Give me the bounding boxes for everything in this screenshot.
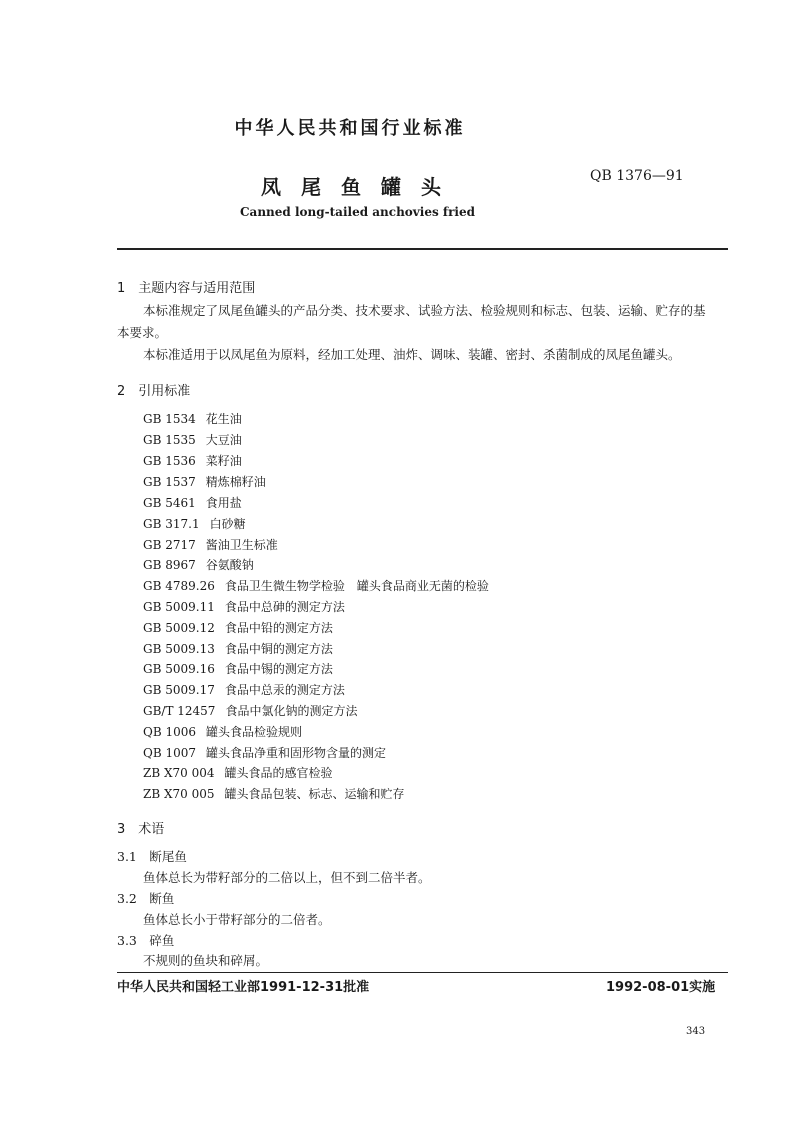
- reference-code: ZB X70 005: [143, 787, 215, 801]
- reference-name: 食用盐: [205, 496, 242, 510]
- section-1-para1-line2: 本要求。: [117, 325, 168, 340]
- reference-code: GB 8967: [143, 558, 196, 572]
- effective-date: 1992-08-01实施: [606, 980, 716, 995]
- reference-item: [143, 410, 242, 427]
- reference-code: GB/T 12457: [143, 704, 216, 718]
- footer-divider: [117, 972, 728, 973]
- reference-code: GB 5009.13: [143, 642, 215, 656]
- reference-name: 罐头食品的感官检验: [224, 766, 333, 780]
- term-definition: 不规则的鱼块和碎屑。: [143, 953, 269, 968]
- term-name: 断鱼: [149, 891, 175, 906]
- reference-code: GB 5009.11: [143, 600, 215, 614]
- reference-name: 花生油: [205, 412, 242, 426]
- reference-code: GB 1537: [143, 475, 196, 489]
- reference-code: GB 317.1: [143, 517, 200, 531]
- header-divider: [117, 248, 728, 250]
- reference-item: [143, 785, 405, 802]
- standard-number: QB 1376—91: [590, 168, 684, 184]
- term-heading: [117, 846, 187, 868]
- national-standard-title: 中华人民共和国行业标准: [234, 118, 466, 139]
- reference-item: [143, 473, 266, 490]
- english-title: Canned long-tailed anchovies fried: [240, 205, 475, 219]
- term-number: 3.1: [117, 849, 137, 864]
- reference-item: [143, 660, 333, 677]
- reference-code: GB 4789.26: [143, 579, 215, 593]
- section-1-para1-line1: 本标准规定了凤尾鱼罐头的产品分类、技术要求、试验方法、检验规则和标志、包装、运输、贮存的基: [143, 303, 706, 318]
- reference-name: 食品中总汞的测定方法: [224, 683, 345, 697]
- reference-code: GB 5009.12: [143, 621, 215, 635]
- reference-item: [143, 494, 242, 511]
- term-name: 碎鱼: [149, 933, 175, 948]
- section-2-heading: 2 引用标准: [117, 384, 191, 399]
- section-1-para2: 本标准适用于以凤尾鱼为原料，经加工处理、油炸、调味、装罐、密封、杀菌制成的凤尾鱼罐头。: [143, 347, 681, 362]
- reference-name: 酱油卫生标准: [205, 538, 278, 552]
- reference-item: [143, 431, 242, 448]
- reference-name: 罐头食品净重和固形物含量的测定: [206, 746, 387, 760]
- reference-name: 食品中总砷的测定方法: [224, 600, 345, 614]
- term-definition: 鱼体总长小于带籽部分的二倍者。: [143, 912, 331, 927]
- approval-issuer: 中华人民共和国轻工业部1991-12-31批准: [117, 980, 370, 995]
- section-3-heading: 3 术语: [117, 822, 165, 837]
- reference-item: [143, 702, 357, 719]
- reference-item: [143, 640, 333, 657]
- reference-code: QB 1006: [143, 725, 197, 739]
- reference-name: 食品中铅的测定方法: [224, 621, 333, 635]
- reference-name: 白砂糖: [209, 517, 246, 531]
- reference-item: [143, 536, 278, 553]
- reference-name: 谷氨酸钠: [205, 558, 254, 572]
- document-title: 凤尾鱼罐头: [261, 175, 461, 199]
- reference-item: [143, 619, 333, 636]
- term-heading: [117, 930, 174, 952]
- reference-code: GB 5461: [143, 496, 196, 510]
- reference-code: GB 1534: [143, 412, 196, 426]
- reference-name: 罐头食品检验规则: [206, 725, 303, 739]
- reference-code: GB 1536: [143, 454, 196, 468]
- page-number: 343: [686, 1026, 706, 1037]
- reference-item: [143, 515, 246, 532]
- term-number: 3.3: [117, 933, 137, 948]
- reference-code: GB 5009.16: [143, 662, 215, 676]
- term-heading: [117, 888, 174, 910]
- reference-item: [143, 556, 254, 573]
- reference-name: 大豆油: [205, 433, 242, 447]
- reference-name: 食品中铜的测定方法: [224, 642, 333, 656]
- reference-code: GB 1535: [143, 433, 196, 447]
- reference-name: 食品中氯化钠的测定方法: [225, 704, 358, 718]
- reference-item: [143, 452, 242, 469]
- reference-name: 食品卫生微生物学检验 罐头食品商业无菌的检验: [224, 579, 489, 593]
- reference-code: ZB X70 004: [143, 766, 215, 780]
- reference-name: 罐头食品包装、标志、运输和贮存: [224, 787, 405, 801]
- reference-item: [143, 744, 386, 761]
- term-definition: 鱼体总长为带籽部分的二倍以上，但不到二倍半者。: [143, 870, 431, 885]
- reference-item: [143, 764, 333, 781]
- reference-item: [143, 577, 489, 594]
- term-number: 3.2: [117, 891, 137, 906]
- reference-name: 精炼棉籽油: [205, 475, 266, 489]
- reference-item: [143, 681, 345, 698]
- term-name: 断尾鱼: [149, 849, 187, 864]
- reference-code: GB 2717: [143, 538, 196, 552]
- reference-item: [143, 723, 302, 740]
- reference-item: [143, 598, 345, 615]
- section-1-heading: 1 主题内容与适用范围: [117, 281, 256, 296]
- reference-code: QB 1007: [143, 746, 197, 760]
- reference-name: 菜籽油: [205, 454, 242, 468]
- reference-code: GB 5009.17: [143, 683, 215, 697]
- reference-name: 食品中锡的测定方法: [224, 662, 333, 676]
